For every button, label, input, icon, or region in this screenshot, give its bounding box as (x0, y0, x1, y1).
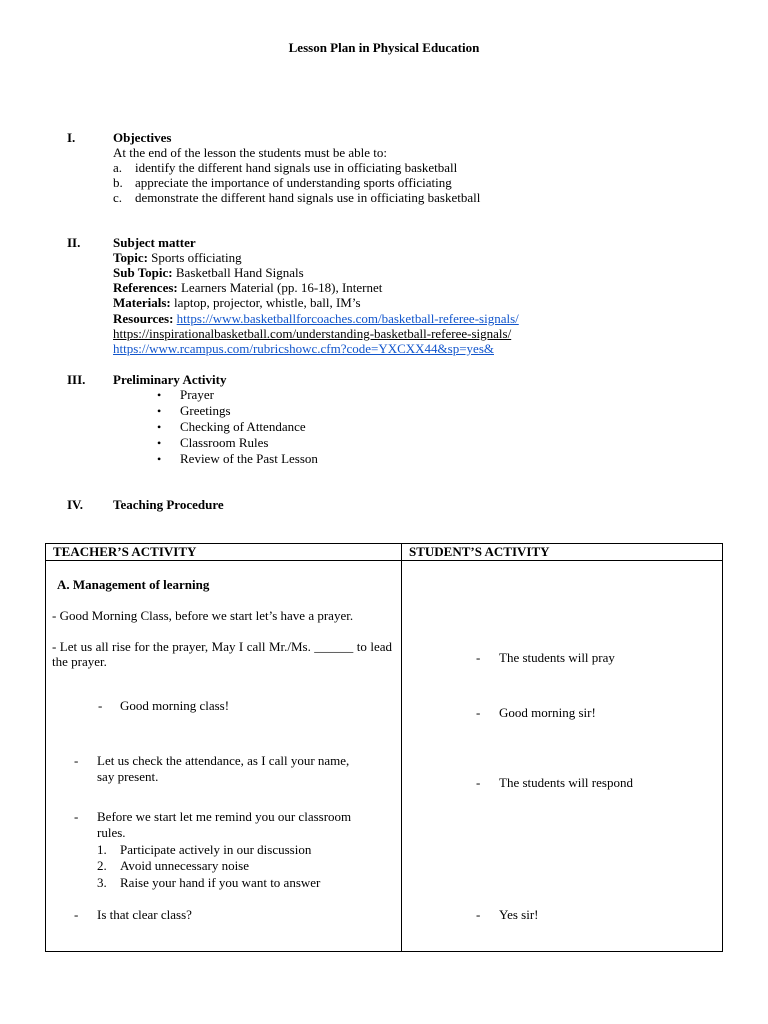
list-item: • Greetings (157, 403, 231, 418)
section-number: I. (67, 130, 76, 145)
resource-link-3[interactable]: https://www.rcampus.com/rubricshowc.cfm?code=YXCXX44&sp=yes& (113, 341, 494, 356)
topic-line: Topic: Sports officiating (113, 250, 242, 265)
dash: - (476, 650, 481, 665)
teacher-line-rules: Before we start let me remind you our classroom (97, 809, 352, 824)
rule-item: 2. Avoid unnecessary noise (97, 858, 250, 873)
materials-line: Materials: laptop, projector, whistle, ball, IM’s (113, 295, 361, 310)
section-number: IV. (67, 497, 84, 512)
student-line-greet: Good morning sir! (499, 705, 596, 720)
section-heading-procedure: Teaching Procedure (113, 497, 224, 512)
resource-line-2 (113, 326, 511, 341)
document-title: Lesson Plan in Physical Education (288, 40, 480, 55)
dash: - (74, 809, 79, 824)
section-number: II. (67, 235, 81, 250)
column-header-teacher: TEACHER’S ACTIVITY (46, 544, 402, 561)
section-heading-subject: Subject matter (113, 235, 196, 250)
dash: - (74, 907, 79, 922)
resource-link-1[interactable]: https://www.basketballforcoaches.com/basketball-referee-signals/ (176, 311, 519, 326)
subsection-heading: A. Management of learning (57, 577, 210, 592)
column-header-student: STUDENT’S ACTIVITY (402, 544, 723, 561)
section-heading-preliminary: Preliminary Activity (113, 372, 227, 387)
section-number: III. (67, 372, 86, 387)
list-item: • Checking of Attendance (157, 419, 306, 434)
rule-item: 1. Participate actively in our discussion (97, 842, 312, 857)
teacher-line-attendance: Let us check the attendance, as I call your name, (97, 753, 350, 768)
objective-item: a. identify the different hand signals use in officiating basketball (113, 160, 458, 175)
teacher-line-rise: - Let us all rise for the prayer, May I call Mr./Ms. ______ to lead the prayer. (52, 639, 392, 669)
teacher-line-prayer: - Good Morning Class, before we start let’s have a prayer. (52, 608, 354, 623)
dash: - (476, 907, 481, 922)
list-item: • Review of the Past Lesson (157, 451, 318, 466)
dash: - (476, 775, 481, 790)
dash: - (98, 698, 103, 713)
teaching-procedure-table (45, 543, 723, 952)
resources-line: Resources: https://www.basketballforcoaches.com/basketball-referee-signals/ (113, 311, 519, 326)
teacher-line-greet: Good morning class! (120, 698, 230, 713)
resource-text-2: https://inspirationalbasketball.com/understanding-basketball-referee-signals/ (113, 326, 512, 341)
teacher-line-rules-2: rules. (97, 825, 126, 840)
section-heading-objectives: Objectives (113, 130, 172, 145)
list-item: • Classroom Rules (157, 435, 269, 450)
subtopic-line: Sub Topic: Basketball Hand Signals (113, 265, 304, 280)
resource-line-3 (113, 341, 494, 356)
student-activity-cell (402, 561, 723, 952)
teacher-line-attendance-2: say present. (97, 769, 159, 784)
student-line-yes: Yes sir! (499, 907, 539, 922)
references-line: References: Learners Material (pp. 16-18), Internet (113, 280, 383, 295)
dash: - (476, 705, 481, 720)
objective-item: b. appreciate the importance of understanding sports officiating (113, 175, 452, 190)
objectives-intro: At the end of the lesson the students must be able to: (113, 145, 388, 160)
rule-item: 3. Raise your hand if you want to answer (97, 875, 321, 890)
teacher-activity-cell (46, 561, 402, 952)
student-line-pray: The students will pray (499, 650, 615, 665)
dash: - (74, 753, 79, 768)
objective-item: c. demonstrate the different hand signals use in officiating basketball (113, 190, 481, 205)
teacher-line-clear: Is that clear class? (97, 907, 192, 922)
student-line-respond: The students will respond (499, 775, 633, 790)
list-item: • Prayer (157, 387, 214, 402)
